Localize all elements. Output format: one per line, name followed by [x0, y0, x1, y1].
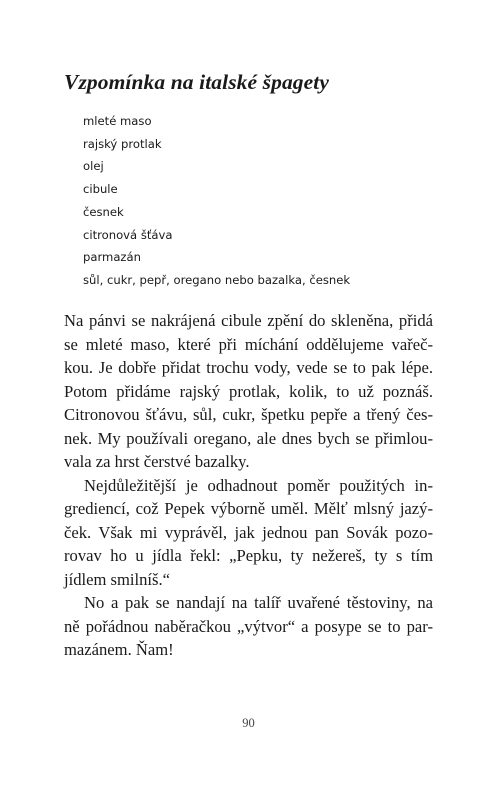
- paragraph-3: [64, 591, 433, 662]
- text-line: vala za hrst čerstvé bazalky.: [64, 452, 250, 471]
- ingredient-item: parmazán: [83, 250, 141, 265]
- text-line: nek. My používali oregano, ale dnes bych se přimlou-: [64, 428, 433, 448]
- ingredient-item: olej: [83, 159, 104, 174]
- ingredient-item: cibule: [83, 182, 118, 197]
- ingredient-item: citronová šťáva: [83, 227, 173, 242]
- text-line: kou. Je dobře přidat trochu vody, vede se to pak lépe.: [64, 358, 433, 377]
- text-line: Potom přidáme rajský protlak, kolik, to už poznáš.: [64, 381, 433, 401]
- ingredient-list: [83, 110, 350, 292]
- ingredient-item: sůl, cukr, pepř, oregano nebo bazalka, česnek: [83, 272, 351, 287]
- text-line: No a pak se nandají na talíř uvařené těstoviny, na: [84, 593, 433, 612]
- ingredient-item: rajský protlak: [83, 136, 162, 151]
- text-line: grediencí, což Pepek výborně uměl. Mělť mlsný jazý-: [64, 499, 433, 518]
- paragraph-2: [64, 474, 433, 592]
- page-number: 90: [242, 716, 255, 730]
- ingredient-item: mleté maso: [83, 114, 152, 128]
- recipe-title: Vzpomínka na italské špagety: [64, 70, 329, 94]
- paragraph-1: [64, 309, 433, 474]
- text-line: ček. Však mi vyprávěl, jak jednou pan Sovák pozo-: [64, 522, 433, 542]
- text-line: jídlem smilníš.“: [64, 569, 171, 589]
- text-line: Nejdůležitější je odhadnout poměr použitých in-: [84, 475, 433, 495]
- ingredient-item: česnek: [83, 204, 124, 219]
- text-line: Na pánvi se nakrájená cibule zpění do skleněna, přidá: [64, 311, 433, 330]
- text-line: Citronovou šťávu, sůl, cukr, špetku pepře a třený čes-: [64, 405, 433, 424]
- recipe-body: [64, 309, 433, 662]
- text-line: se mleté maso, které při míchání oddělujeme vařeč-: [64, 334, 433, 354]
- text-line: mazánem. Ňam!: [64, 640, 174, 659]
- text-line: ně pořádnou naběračkou „výtvor“ a posype se to par-: [64, 616, 433, 636]
- text-line: rovav ho u jídla řekl: „Pepku, ty nežereš, ty s tím: [64, 546, 433, 565]
